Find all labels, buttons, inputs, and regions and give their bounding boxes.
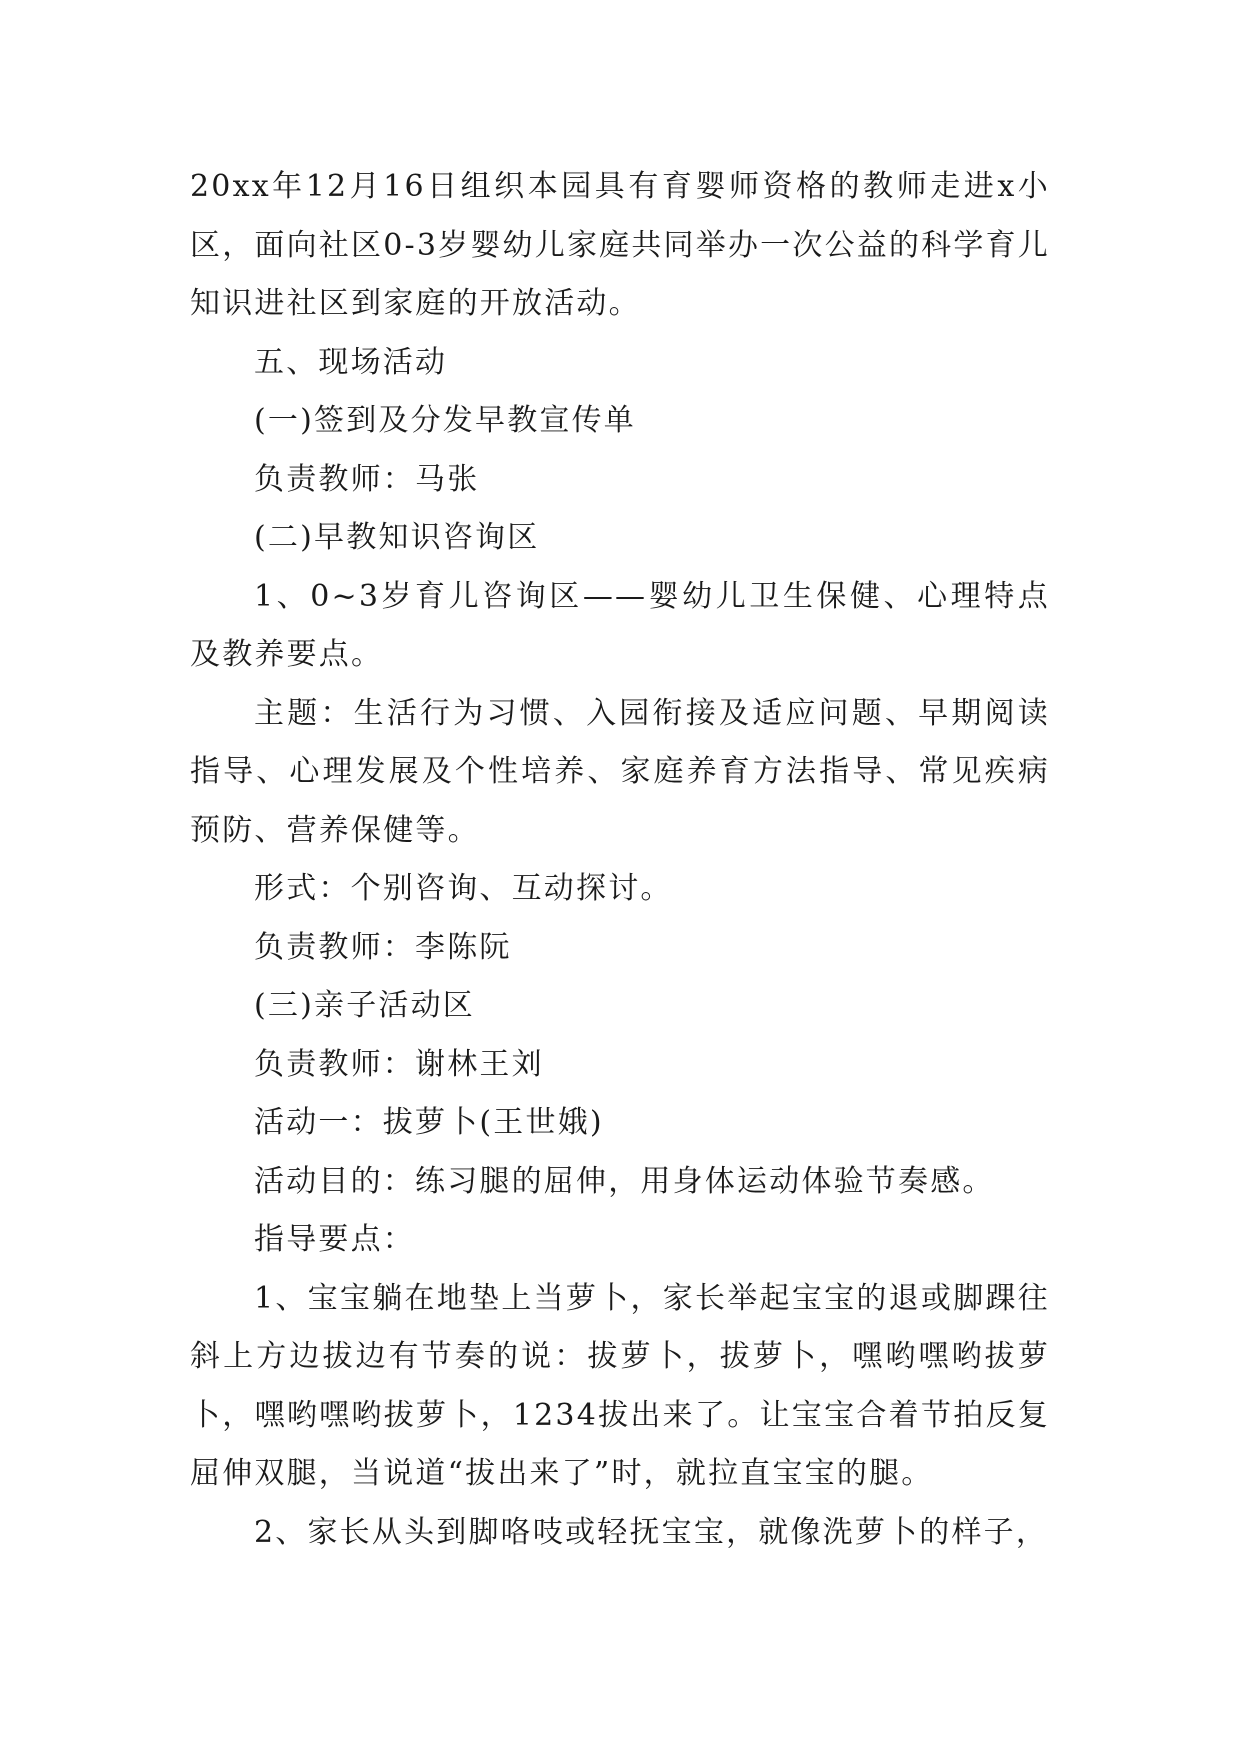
paragraph-topics: 主题：生活行为习惯、入园衔接及适应问题、早期阅读指导、心理发展及个性培养、家庭养育方法指导、常见疾病预防、营养保健等。 xyxy=(190,695,1050,848)
subheading-parent-child: (三)亲子活动区 xyxy=(254,988,476,1023)
paragraph-intro: 20xx年12月16日组织本园具有育婴师资格的教师走进x小区，面向社区0-3岁婴幼儿家庭共同举办一次公益的科学育儿知识进社区到家庭的开放活动。 xyxy=(190,169,1050,321)
section-heading-onsite-activities: 五、现场活动 xyxy=(254,344,448,380)
subheading-sign-in: (一)签到及分发早教宣传单 xyxy=(254,403,637,438)
guidance-heading: 指导要点： xyxy=(254,1222,415,1257)
paragraph-format: 形式：个别咨询、互动探讨。 xyxy=(254,871,673,906)
teacher-line-consultation: 负责教师：李陈阮 xyxy=(254,929,512,965)
teacher-line-sign-in: 负责教师：马张 xyxy=(254,461,480,497)
subheading-consultation: (二)早教知识咨询区 xyxy=(254,520,540,555)
paragraph-consultation-area: 1、0~3岁育儿咨询区——婴幼儿卫生保健、心理特点及教养要点。 xyxy=(190,578,1050,672)
guidance-point-2: 2、家长从头到脚咯吱或轻抚宝宝，就像洗萝卜的样子， xyxy=(254,1514,1049,1550)
document-body xyxy=(190,158,1050,1562)
activity-goal: 活动目的：练习腿的屈伸，用身体运动体验节奏感。 xyxy=(254,1163,995,1199)
guidance-point-1: 1、宝宝躺在地垫上当萝卜，家长举起宝宝的退或脚踝往斜上方边拔边有节奏的说：拔萝卜，拔萝卜，嘿哟嘿哟拔萝卜，嘿哟嘿哟拔萝卜，1234拔出来了。让宝宝合着节拍反复屈伸双腿，当说道“拔出来了”时，就拉直宝宝的腿。 xyxy=(190,1280,1050,1491)
activity-one-title: 活动一：拔萝卜(王世娥) xyxy=(254,1105,604,1140)
teacher-line-parent-child: 负责教师：谢林王刘 xyxy=(254,1046,544,1082)
